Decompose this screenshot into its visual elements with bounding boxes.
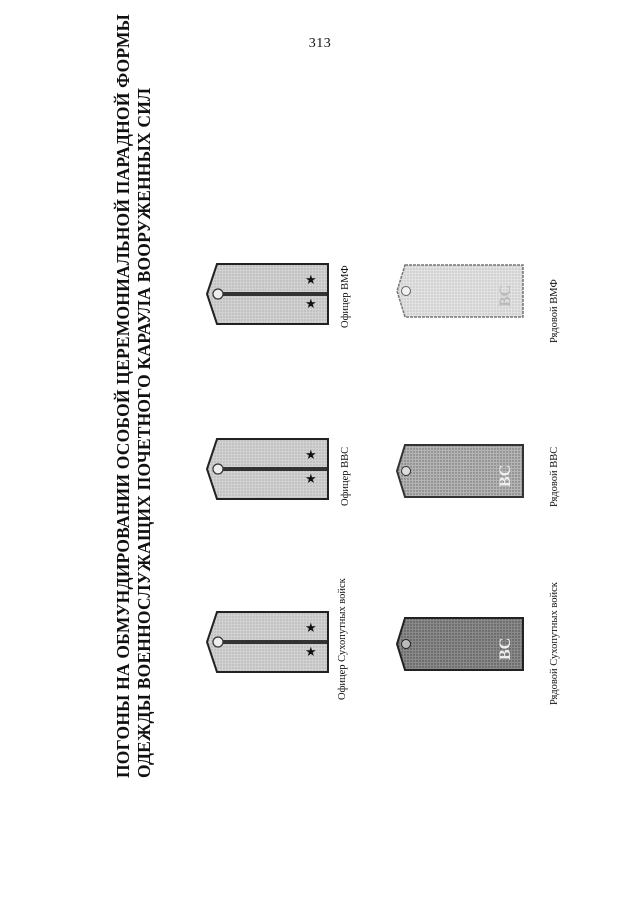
shoulder-board-private-ground [395,615,525,673]
caption-private-navy: Рядовой ВМФ [549,279,560,343]
star-icon: ★ [305,296,317,311]
star-icon: ★ [305,447,317,462]
shoulder-board-private-airforce [395,442,525,500]
star-icon: ★ [305,644,317,659]
page-number: 313 [308,36,332,51]
star-icon: ★ [305,620,317,635]
page-title-line-1: ПОГОНЫ НА ОБМУНДИРОВАНИИ ОСОБОЙ ЦЕРЕМОНИАЛЬНОЙ ПАРАДНОЙ ФОРМЫ [113,13,133,778]
board-letters: ВС [497,284,514,307]
page-title-line-2: ОДЕЖДЫ ВОЕННОСЛУЖАЩИХ ПОЧЕТНОГО КАРАУЛА ВООРУЖЕННЫХ СИЛ [134,87,154,778]
shoulder-board-officer-airforce [205,437,330,501]
shoulder-board-officer-navy [205,262,330,326]
caption-officer-ground: Офицер Сухопутных войск [337,578,348,700]
caption-officer-airforce: Офицер ВВС [340,446,351,506]
star-icon: ★ [305,272,317,287]
board-letters: ВС [497,637,514,660]
caption-private-ground: Рядовой Сухопутных войск [549,582,560,705]
star-icon: ★ [305,471,317,486]
caption-officer-navy: Офицер ВМФ [340,265,351,328]
shoulder-board-private-navy [395,262,525,320]
caption-private-airforce: Рядовой ВВС [549,446,560,507]
board-letters: ВС [497,464,514,487]
shoulder-board-officer-ground [205,610,330,674]
